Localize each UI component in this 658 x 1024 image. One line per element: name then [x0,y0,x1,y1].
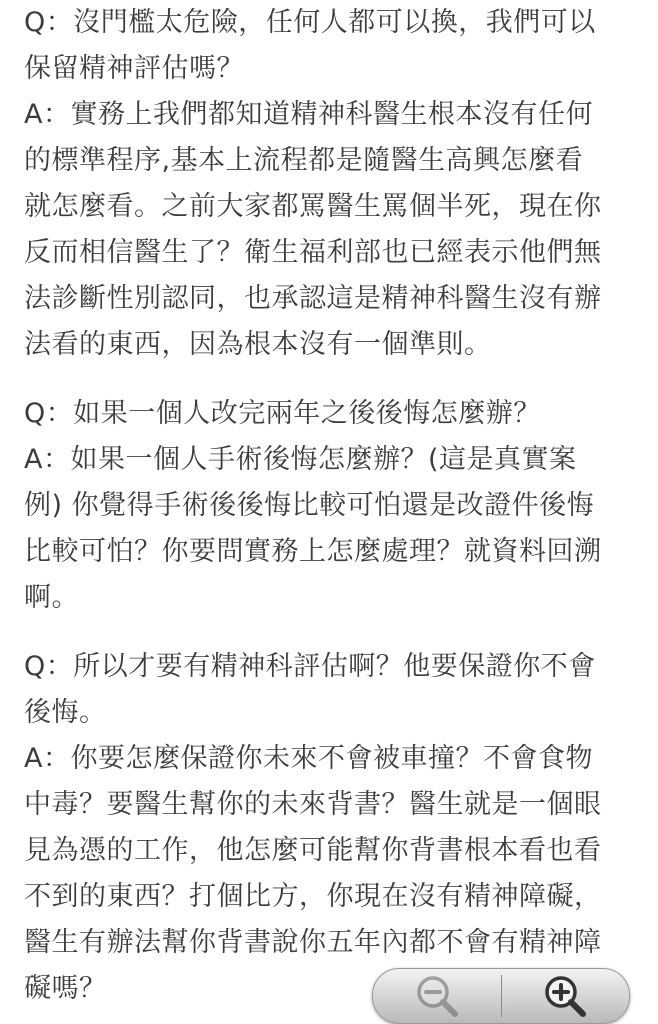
paragraph-gap [24,368,644,391]
text-line: 醫生有辦法幫你背書說你五年內都不會有精神障 [24,927,602,958]
text-line: A：如果一個人手術後悔怎麼辦？(這是真實案 [24,444,577,475]
zoom-control [372,968,630,1024]
qa-block-1 [24,0,644,368]
text-line: 法診斷性別認同，也承認這是精神科醫生沒有辦 [24,283,602,314]
qa-block-3 [24,644,644,1012]
qa-block-2 [24,391,644,621]
paragraph-gap [24,621,644,644]
article-body [24,0,644,1012]
text-line: 比較可怕？你要問實務上怎麼處理？就資料回溯 [24,536,602,567]
zoom-in-button[interactable] [501,969,629,1023]
text-line: 的標準程序,基本上流程都是隨醫生高興怎麼看 [24,145,584,176]
text-line: 見為憑的工作，他怎麼可能幫你背書根本看也看 [24,835,602,866]
text-line: 反而相信醫生了？衛生福利部也已經表示他們無 [24,237,602,268]
zoom-out-icon [413,972,461,1020]
text-line: A：你要怎麼保證你未來不會被車撞？不會食物 [24,743,593,774]
text-line: 中毒？要醫生幫你的未來背書？醫生就是一個眼 [24,789,602,820]
text-line: 例) 你覺得手術後後悔比較可怕還是改證件後悔 [24,490,595,521]
text-line: Q：所以才要有精神科評估啊？他要保證你不會 [24,651,596,682]
zoom-out-button[interactable] [373,969,501,1023]
text-line: Q：如果一個人改完兩年之後後悔怎麼辦？ [24,398,541,429]
text-line: Q：沒門檻太危險，任何人都可以換，我們可以 [24,7,596,38]
text-line: 保留精神評估嗎？ [24,53,244,84]
text-line: 礙嗎？ [24,973,107,1004]
text-line: 啊。 [24,582,79,613]
text-line: 就怎麼看。之前大家都罵醫生罵個半死，現在你 [24,191,602,222]
text-line: A：實務上我們都知道精神科醫生根本沒有任何 [24,99,593,130]
text-line: 後悔。 [24,697,107,728]
text-line: 法看的東西，因為根本沒有一個準則。 [24,329,492,360]
zoom-in-icon [541,972,589,1020]
text-line: 不到的東西？打個比方，你現在沒有精神障礙， [24,881,602,912]
